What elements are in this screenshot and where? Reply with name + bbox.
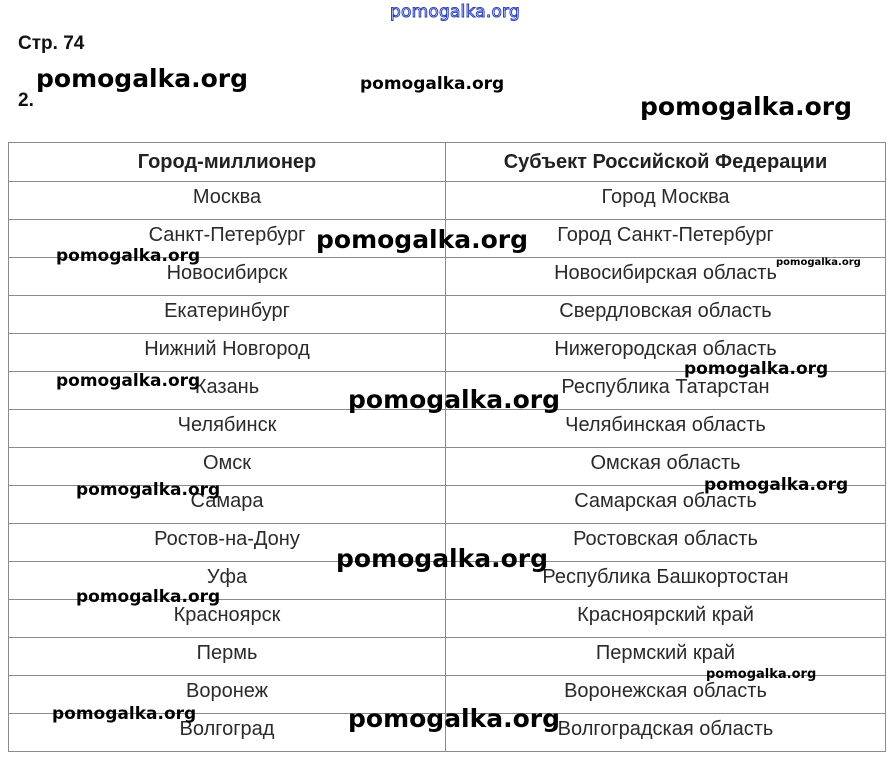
city-cell: Омск bbox=[9, 448, 446, 486]
watermark-text: pomogalka.org bbox=[706, 667, 817, 682]
city-cell: Новосибирск bbox=[9, 258, 446, 296]
watermark-text: pomogalka.org bbox=[336, 544, 549, 573]
watermark-text: pomogalka.org bbox=[348, 385, 561, 414]
city-cell: Казань bbox=[9, 372, 446, 410]
watermark-text: pomogalka.org bbox=[36, 64, 249, 93]
subject-cell: Волгоградская область bbox=[446, 714, 886, 752]
table-row bbox=[9, 410, 886, 448]
watermark-text: pomogalka.org bbox=[76, 587, 221, 607]
city-cell: Нижний Новгород bbox=[9, 334, 446, 372]
watermark-text: pomogalka.org bbox=[56, 246, 201, 266]
watermark-text: pomogalka.org bbox=[316, 225, 529, 254]
subject-cell: Самарская область bbox=[446, 486, 886, 524]
city-cell: Воронеж bbox=[9, 676, 446, 714]
subject-cell: Новосибирская область bbox=[446, 258, 886, 296]
watermark-text: pomogalka.org bbox=[52, 704, 197, 724]
subject-cell: Город Санкт-Петербург bbox=[446, 220, 886, 258]
city-cell: Москва bbox=[9, 182, 446, 220]
city-cell: Пермь bbox=[9, 638, 446, 676]
watermark-text: pomogalka.org bbox=[640, 92, 853, 121]
watermark-text: pomogalka.org bbox=[56, 371, 201, 391]
city-cell: Челябинск bbox=[9, 410, 446, 448]
watermark-text: pomogalka.org bbox=[684, 359, 829, 379]
city-cell: Красноярск bbox=[9, 600, 446, 638]
subject-cell: Пермский край bbox=[446, 638, 886, 676]
city-cell: Санкт-Петербург bbox=[9, 220, 446, 258]
subject-cell: Воронежская область bbox=[446, 676, 886, 714]
watermark-text: pomogalka.org bbox=[704, 475, 849, 495]
subject-cell: Республика Татарстан bbox=[446, 372, 886, 410]
subject-cell: Республика Башкортостан bbox=[446, 562, 886, 600]
subject-cell: Свердловская область bbox=[446, 296, 886, 334]
city-cell: Ростов-на-Дону bbox=[9, 524, 446, 562]
subject-cell: Омская область bbox=[446, 448, 886, 486]
header-subject: Субъект Российской Федерации bbox=[446, 143, 886, 182]
watermark-text: pomogalka.org bbox=[360, 74, 505, 94]
watermark-top: pomogalka.org bbox=[390, 2, 520, 22]
watermark-text: pomogalka.org bbox=[348, 704, 561, 733]
subject-cell: Челябинская область bbox=[446, 410, 886, 448]
header-city: Город-миллионер bbox=[9, 143, 446, 182]
city-cell: Волгоград bbox=[9, 714, 446, 752]
table-row bbox=[9, 182, 886, 220]
table-row bbox=[9, 296, 886, 334]
subject-cell: Красноярский край bbox=[446, 600, 886, 638]
subject-cell: Ростовская область bbox=[446, 524, 886, 562]
city-cell: Екатеринбург bbox=[9, 296, 446, 334]
city-cell: Уфа bbox=[9, 562, 446, 600]
task-number: 2. bbox=[18, 90, 34, 111]
subject-cell: Город Москва bbox=[446, 182, 886, 220]
page-label: Стр. 74 bbox=[18, 33, 85, 54]
watermark-text: pomogalka.org bbox=[776, 257, 861, 268]
subject-cell: Нижегородская область bbox=[446, 334, 886, 372]
watermark-text: pomogalka.org bbox=[76, 480, 221, 500]
city-cell: Самара bbox=[9, 486, 446, 524]
table-header-row bbox=[9, 143, 886, 182]
